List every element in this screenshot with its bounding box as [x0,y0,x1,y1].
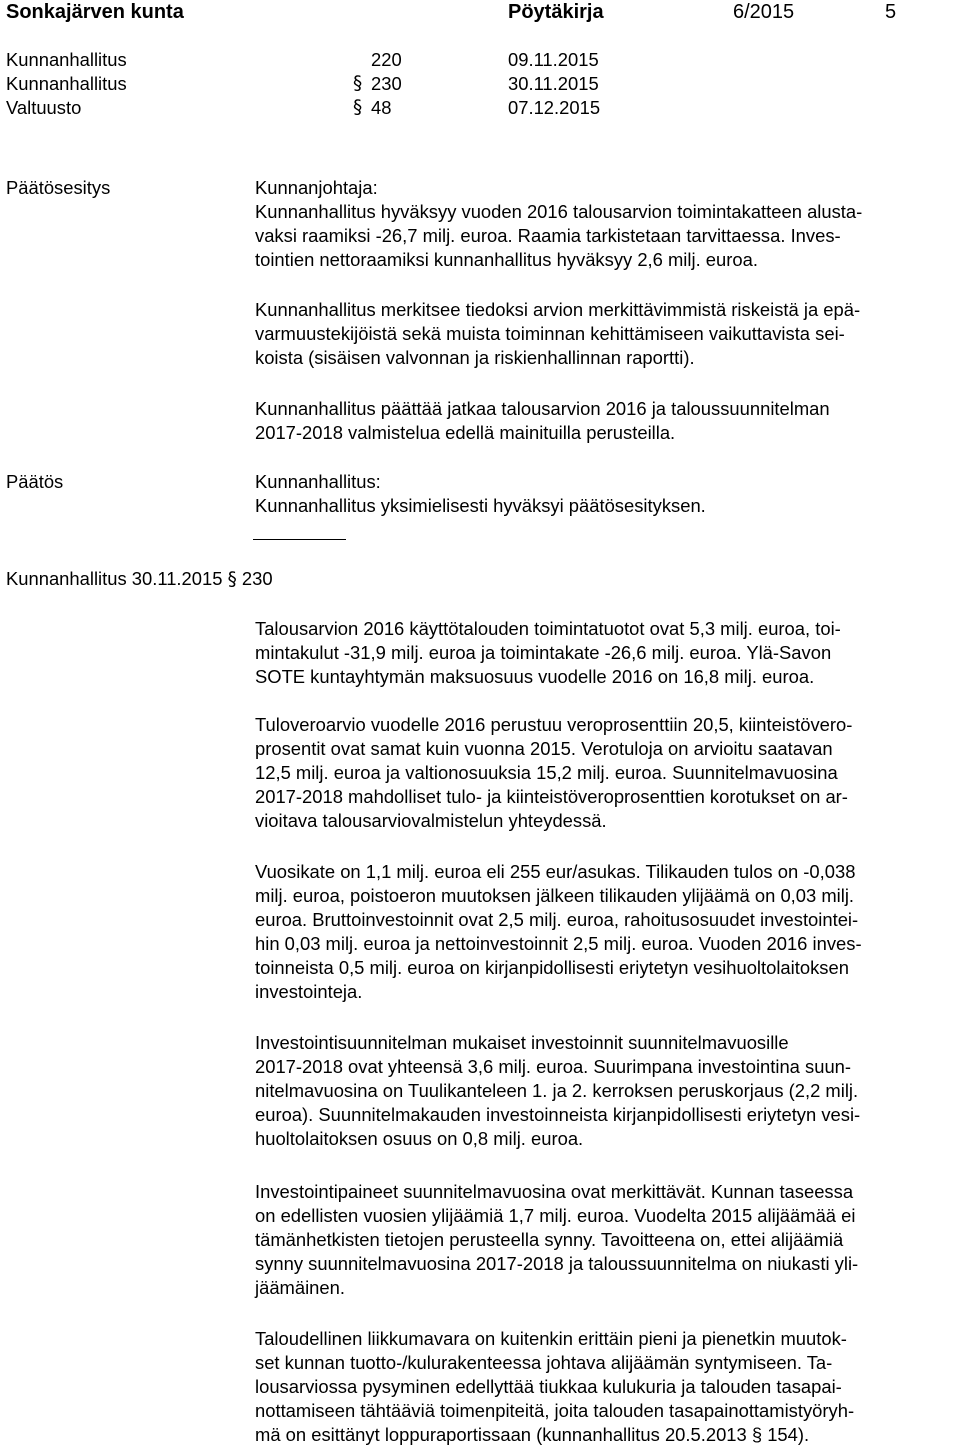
text-line: Taloudellinen liikkumavara on kuitenkin erittäin pieni ja pienetkin muutok- [255,1328,847,1349]
text-line: on edellisten vuosien ylijäämiä 1,7 milj. euroa. Vuodelta 2015 alijäämää ei [255,1205,856,1226]
section2-body: Kunnanhallitus 30.11.2015 [6,568,223,589]
page-number: 5 [885,1,897,23]
history-date: 07.12.2015 [508,97,601,118]
text-line: Kunnanhallitus merkitsee tiedoksi arvion merkittävimmistä riskeistä ja epä- [255,299,861,320]
history-body: Kunnanhallitus [6,73,127,94]
text-line: Talousarvion 2016 käyttötalouden toimintatuotot ovat 5,3 milj. euroa, toi- [255,618,841,639]
decision-label: Päätös [6,471,64,492]
text-line: euroa. Bruttoinvestoinnit ovat 2,5 milj. euroa, rahoitusosuudet investointei- [255,909,859,930]
text-line: lousarviossa pysyminen edellyttää tiukkaa kulukuria ja talouden tasapai- [255,1376,842,1397]
document-type: Pöytäkirja [508,1,604,23]
section-sign: § [353,73,363,94]
section2-number: 230 [241,568,273,589]
text-line: prosentit ovat samat kuin vuonna 2015. Verotuloja on arvioitu saatavan [255,738,833,759]
text-line: varmuustekijöistä sekä muista toiminnan kehittämiseen vaikuttavista sei- [255,323,845,344]
text-line: 12,5 milj. euroa ja valtionosuuksia 15,2 milj. euroa. Suunnitelmavuosina [255,762,838,783]
proposal-paragraph [255,298,960,370]
text-line: Kunnanhallitus päättää jatkaa talousarvion 2016 ja taloussuunnitelman [255,398,830,419]
text-line: Investointisuunnitelman mukaiset investoinnit suunnitelmavuosille [255,1032,789,1053]
body-paragraph [255,1031,960,1151]
text-line: tointien nettoraamiksi kunnanhallitus hyväksyy 2,6 milj. euroa. [255,249,758,270]
text-line: 2017-2018 valmistelua edellä mainituilla perusteilla. [255,422,676,443]
body-paragraph [255,1180,960,1300]
text-line: SOTE kuntayhtymän maksuosuus vuodelle 2016 on 16,8 milj. euroa. [255,666,815,687]
text-line: mintakulut -31,9 milj. euroa ja toimintakate -26,6 milj. euroa. Ylä-Savon [255,642,832,663]
text-line: milj. euroa, poistoeron muutoksen jälkeen tilikauden ylijäämä on 0,03 milj. [255,885,855,906]
proposal-label: Päätösesitys [6,177,111,198]
text-line: synny suunnitelmavuosina 2017-2018 ja taloussuunnitelma on niukasti yli- [255,1253,859,1274]
text-line: hin 0,03 milj. euroa ja nettoinvestoinnit 2,5 milj. euroa. Vuoden 2016 inves- [255,933,862,954]
issue-number: 6/2015 [733,1,795,23]
text-line: euroa). Suunnitelmakauden investoinneista kirjanpidollisesti eriytetyn vesi- [255,1104,861,1125]
proposal-paragraph [255,200,960,272]
history-number: 220 [371,49,402,70]
text-line: set kunnan tuotto-/kulurakenteessa johtava alijäämän syntymiseen. Ta- [255,1352,833,1373]
decision-role: Kunnanhallitus: [255,471,381,492]
body-paragraph [255,617,960,689]
history-number: 48 [371,97,392,118]
section-sign: § [227,569,237,590]
body-paragraph [255,713,960,833]
history-number: 230 [371,73,402,94]
municipality-name: Sonkajärven kunta [6,1,184,23]
text-line: Kunnanhallitus hyväksyy vuoden 2016 talousarvion toimintakatteen alusta- [255,201,863,222]
text-line: tämänhetkisten tietojen perusteella synny. Tavoitteena on, ettei alijäämiä [255,1229,844,1250]
proposal-role: Kunnanjohtaja: [255,177,378,198]
text-line: Vuosikate on 1,1 milj. euroa eli 255 eur/asukas. Tilikauden tulos on -0,038 [255,861,856,882]
text-line: huoltolaitoksen osuus on 0,8 milj. euroa. [255,1128,584,1149]
text-line: nottamiseen tähtääviä toimenpiteitä, joita talouden tasapainottamistyöryh- [255,1400,855,1421]
section2-heading [6,567,273,592]
history-body: Valtuusto [6,97,82,118]
divider-line [253,539,346,540]
decision-text: Kunnanhallitus yksimielisesti hyväksyi päätösesityksen. [255,495,706,516]
text-line: 2017-2018 ovat yhteensä 3,6 milj. euroa. Suurimpana investointina suun- [255,1056,852,1077]
text-line: toinneista 0,5 milj. euroa on kirjanpidollisesti eriytetyn vesihuoltolaitoksen [255,957,849,978]
history-body: Kunnanhallitus [6,49,127,70]
text-line: vaksi raamiksi -26,7 milj. euroa. Raamia tarkistetaan tarvittaessa. Inves- [255,225,841,246]
text-line: mä on esittänyt loppuraportissaan (kunnanhallitus 20.5.2013 § 154). [255,1424,810,1445]
history-date: 30.11.2015 [508,73,599,94]
text-line: vioitava talousarviovalmistelun yhteydessä. [255,810,607,831]
text-line: Investointipaineet suunnitelmavuosina ovat merkittävät. Kunnan taseessa [255,1181,854,1202]
history-date: 09.11.2015 [508,49,599,70]
section-sign: § [353,97,363,118]
text-line: 2017-2018 mahdolliset tulo- ja kiinteistöveroprosenttien korotukset on ar- [255,786,848,807]
text-line: investointeja. [255,981,363,1002]
body-paragraph [255,860,960,1004]
body-paragraph [255,1327,960,1447]
text-line: jäämäinen. [255,1277,345,1298]
proposal-paragraph [255,397,960,445]
text-line: nitelmavuosina on Tuulikanteleen 1. ja 2. kerroksen peruskorjaus (2,2 milj. [255,1080,859,1101]
text-line: koista (sisäisen valvonnan ja riskienhallinnan raportti). [255,347,695,368]
text-line: Tuloveroarvio vuodelle 2016 perustuu veroprosenttiin 20,5, kiinteistövero- [255,714,853,735]
